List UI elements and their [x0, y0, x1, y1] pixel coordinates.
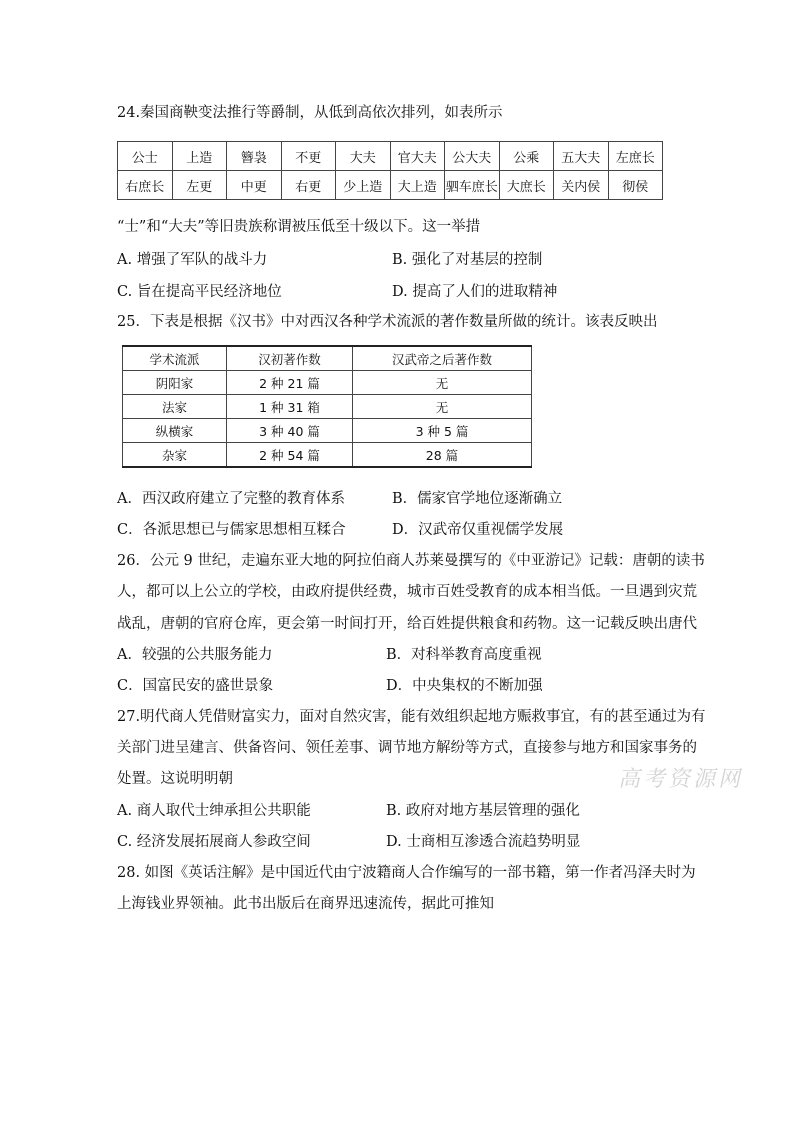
rank-cell: 不更 — [281, 142, 336, 171]
table-cell: 28 篇 — [353, 443, 532, 468]
rank-cell: 少上造 — [336, 171, 391, 200]
table-cell: 法家 — [123, 395, 227, 419]
rank-cell: 五大夫 — [554, 142, 609, 171]
rank-cell: 驷车庶长 — [445, 171, 500, 200]
rank-cell: 大庶长 — [499, 171, 554, 200]
q25-option-d[interactable]: D．汉武帝仅重视儒学发展 — [392, 522, 564, 538]
q27-option-c[interactable]: C. 经济发展拓展商人参政空间 — [117, 834, 311, 850]
table-cell: 无 — [353, 371, 532, 395]
q27-line-2: 关部门进呈建言、供备咨问、领任差事、调节地方解纷等方式，直接参与地方和国家事务的 — [117, 740, 697, 756]
watermark-text: 高考资源网 — [616, 767, 748, 792]
rank-cell: 左庶长 — [608, 142, 663, 171]
table-header: 汉武帝之后著作数 — [353, 346, 532, 371]
rank-cell: 大夫 — [336, 142, 391, 171]
rank-cell: 簪袅 — [227, 142, 282, 171]
q27-option-b[interactable]: B. 政府对地方基层管理的强化 — [386, 803, 580, 819]
q26-option-b[interactable]: B．对科举教育高度重视 — [386, 647, 542, 663]
q25-option-a[interactable]: A．西汉政府建立了完整的教育体系 — [117, 491, 345, 507]
table-cell: 1 种 31 箱 — [227, 395, 353, 419]
rank-cell: 关内侯 — [554, 171, 609, 200]
table-cell: 3 种 40 篇 — [227, 419, 353, 443]
table-cell: 纵横家 — [123, 419, 227, 443]
q28-line-1: 28. 如图《英话注解》是中国近代由宁波籍商人合作编写的一部书籍，第一作者冯泽夫时为 — [117, 865, 696, 881]
rank-row-low — [118, 142, 663, 171]
q27-option-a[interactable]: A. 商人取代士绅承担公共职能 — [117, 803, 311, 819]
table-cell: 无 — [353, 395, 532, 419]
table-row — [123, 371, 532, 395]
q26-option-c[interactable]: C．国富民安的盛世景象 — [117, 678, 274, 694]
q24-option-c[interactable]: C. 旨在提高平民经济地位 — [117, 284, 282, 300]
q28-line-2: 上海钱业界领袖。此书出版后在商界迅速流传，据此可推知 — [117, 896, 494, 912]
table-cell: 2 种 54 篇 — [227, 443, 353, 468]
rank-cell: 大上造 — [390, 171, 445, 200]
q25-option-c[interactable]: C．各派思想已与儒家思想相互糅合 — [117, 522, 346, 538]
rank-cell: 上造 — [172, 142, 227, 171]
rank-cell: 左更 — [172, 171, 227, 200]
table-row — [123, 443, 532, 468]
school-works-table — [122, 345, 532, 468]
q24-option-d[interactable]: D. 提高了人们的进取精神 — [392, 284, 558, 300]
table-cell: 3 种 5 篇 — [353, 419, 532, 443]
q27-line-1: 27.明代商人凭借财富实力，面对自然灾害，能有效组织起地方赈救事宜，有的甚至通过为有 — [117, 709, 706, 725]
q24-followup: “士”和“大夫”等旧贵族称谓被压低至十级以下。这一举措 — [117, 219, 481, 235]
q24-option-a[interactable]: A. 增强了军队的战斗力 — [117, 252, 268, 268]
q26-option-d[interactable]: D．中央集权的不断加强 — [386, 678, 543, 694]
table-header: 学术流派 — [123, 346, 227, 371]
q26-line-3: 战乱，唐朝的官府仓库，更会第一时间打开，给百姓提供粮食和药物。这一记载反映出唐代 — [117, 616, 697, 632]
q24-stem: 24.秦国商鞅变法推行等爵制，从低到高依次排列，如表所示 — [117, 105, 503, 121]
table-cell: 2 种 21 篇 — [227, 371, 353, 395]
rank-cell: 彻侯 — [608, 171, 663, 200]
q26-line-2: 人，都可以上公立的学校，由政府提供经费，城市百姓受教育的成本相当低。一旦遇到灾荒 — [117, 584, 697, 600]
table-cell: 阴阳家 — [123, 371, 227, 395]
q25-option-b[interactable]: B．儒家官学地位逐渐确立 — [392, 491, 563, 507]
rank-cell: 右庶长 — [118, 171, 173, 200]
q27-option-d[interactable]: D. 士商相互渗透合流趋势明显 — [386, 834, 581, 850]
table-row — [123, 395, 532, 419]
rank-table — [117, 141, 663, 200]
q24-option-b[interactable]: B. 强化了对基层的控制 — [392, 252, 543, 268]
rank-cell: 公士 — [118, 142, 173, 171]
rank-row-high — [118, 171, 663, 200]
table-row — [123, 419, 532, 443]
q27-line-3: 处置。这说明明朝 — [117, 771, 233, 787]
rank-cell: 右更 — [281, 171, 336, 200]
table-header: 汉初著作数 — [227, 346, 353, 371]
rank-cell: 公大夫 — [445, 142, 500, 171]
table-header-row — [123, 346, 532, 371]
q26-option-a[interactable]: A．较强的公共服务能力 — [117, 647, 273, 663]
rank-cell: 中更 — [227, 171, 282, 200]
table-cell: 杂家 — [123, 443, 227, 468]
rank-cell: 公乘 — [499, 142, 554, 171]
rank-cell: 官大夫 — [390, 142, 445, 171]
q25-stem: 25．下表是根据《汉书》中对西汉各种学术流派的著作数量所做的统计。该表反映出 — [117, 314, 658, 330]
q26-line-1: 26．公元 9 世纪，走遍东亚大地的阿拉伯商人苏莱曼撰写的《中亚游记》记载：唐朝的读书 — [117, 553, 705, 569]
